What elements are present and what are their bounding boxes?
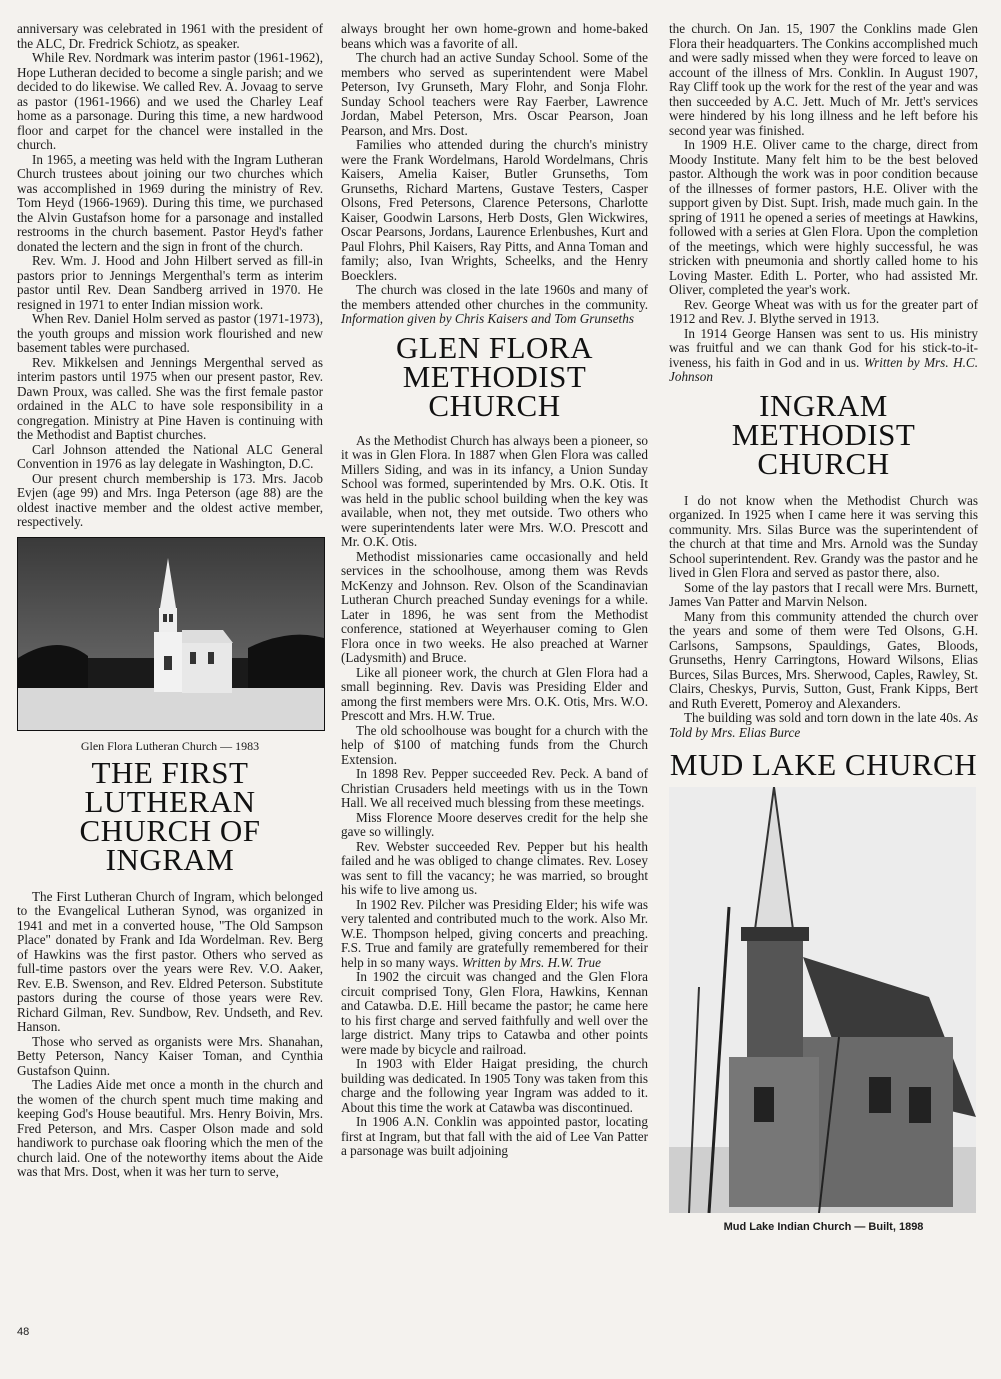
- mud-lake-church-photo: [669, 787, 976, 1213]
- column-3-text: [669, 22, 978, 327]
- column-1: [17, 22, 323, 1180]
- paragraph: In 1965, a meeting was held with the Ingram Lutheran Church trustees about joining our two churches which was accomplished in 1969 during the ministry of Rev. Tom Heyd (1966-1969). During this time, we purchased the Alvin Gustafson home for a parsonage and installed restrooms in the church basement. Pastor Heyd's father donated the lectern and the sign in front of the church.: [17, 151, 323, 254]
- paragraph: Miss Florence Moore deserves credit for the help she gave so willingly.: [341, 809, 648, 839]
- heading-first-lutheran: THE FIRST LUTHERAN CHURCH OF INGRAM: [79, 754, 261, 877]
- ingram-methodist-text: [669, 494, 978, 712]
- paragraph: In 1898 Rev. Pepper succeeded Rev. Peck. A band of Christian Crusaders held meetings with us in the Town Hall. We all received much blessing from these meetings.: [341, 766, 648, 810]
- burce-text: The building was sold and torn down in the late 40s.: [684, 710, 962, 725]
- pilcher-credit: Written by Mrs. H.W. True: [461, 954, 601, 970]
- paragraph: While Rev. Nordmark was interim pastor (1961-1962), Hope Lutheran decided to become a single parish; and we decided to do likewise. We called Rev. A. Jovaag to serve as pastor (1961-1966) and we used the Charley Leaf home as a parsonage. During this time, a new hardwood floor and carpet for the chancel were installed in the church.: [17, 50, 323, 152]
- pilcher-paragraph: [341, 898, 648, 971]
- heading-ingram-methodist: INGRAM METHODIST CHURCH: [731, 387, 916, 481]
- paragraph: Rev. Webster succeeded Rev. Pepper but his health failed and he was obliged to change climates. Rev. Losey was sent to fill the vacancy; he was married, so brought his wife to live among us.: [341, 838, 648, 897]
- paragraph: always brought her own home-grown and home-baked beans which was a favorite of all.: [341, 21, 648, 51]
- paragraph: In 1906 A.N. Conklin was appointed pastor, locating first at Ingram, but that fall with the aid of Lee Van Patter a parsonage was built adjoining: [341, 1114, 648, 1158]
- hansen-paragraph: [669, 327, 978, 385]
- paragraph: As the Methodist Church has always been a pioneer, so it was in Glen Flora. In 1887 when Glen Flora was called Millers Siding, and was in its infancy, a Union Sunday School was formed, superintended by Mrs. O.K. Otis. It was held in the public school building when the key was available, when not, they met outside. Two others who were superintendents later were Mrs. W.O. Prescott and Mr. O.K. Otis.: [341, 432, 648, 549]
- column-1-text: [17, 22, 323, 530]
- hansen-credit: Written by Mrs. H.C. Johnson: [669, 354, 979, 384]
- column-2: [341, 22, 648, 1159]
- heading-mud-lake: MUD LAKE CHURCH: [669, 747, 978, 782]
- paragraph: Rev. Wm. J. Hood and John Hilbert served as fill-in pastors prior to Jennings Mergenthal's term as interim pastor until Rev. Dean Sandberg arrived in 1970. He resigned in 1971 to enter Indian mission work.: [17, 253, 323, 312]
- glen-flora-methodist-text: [341, 434, 648, 898]
- glen-flora-lutheran-photo: [17, 537, 325, 731]
- paragraph: The Ladies Aide met once a month in the church and the women of the church spent much time making and keeping God's House beautiful. Mrs. Henry Boivin, Mrs. Fred Peterson, and Mrs. Casper Olson made and sold handiwork to purchase oak flooring which the men of the church laid. One of the noteworthy items about the Aide was that Mrs. Dost, when it was her turn to serve,: [17, 1077, 323, 1179]
- church-photo-illustration: [18, 538, 324, 730]
- closing-paragraph: [341, 283, 648, 327]
- paragraph: Many from this community attended the church over the years and some of them were Ted Olsons, G.H. Carlsons, Sampsons, Spauldings, Gates, Bloods, Grunseths, Henry Carringtons, Howard Wilsons, Elias Burces, Silas Burces, Mrs. Sherwood, Caples, Rawley, St. Clairs, Cheskys, Purvis, Sutton, Gust, Frank Kipps, Bert and Ruth Everett, Pomeroy and Alexanders.: [669, 608, 978, 711]
- paragraph: anniversary was celebrated in 1961 with the president of the ALC, Dr. Fredrick Schiotz, as speaker.: [17, 21, 323, 51]
- paragraph: Some of the lay pastors that I recall were Mrs. Burnett, James Van Patter and Marvin Nelson.: [669, 579, 978, 609]
- mud-lake-caption: Mud Lake Indian Church — Built, 1898: [723, 1221, 924, 1233]
- paragraph: Rev. Mikkelsen and Jennings Mergenthal served as interim pastors until 1975 when our present pastor, Rev. Dawn Proux, was called. She was the first female pastor ordained in the ALC to have sole responsibility in a congregation. Ministry at Pine Haven is continuing with the Methodist and Baptist churches.: [17, 354, 323, 442]
- hansen-text: In 1914 George Hansen was sent to us. His ministry was fruitful and we can thank God for his stick-to-it-iveness, his faith in God and in us.: [669, 325, 978, 370]
- paragraph: Methodist missionaries came occasionally and held services in the schoolhouse, among them was Revds McKenzy and Johnson. Rev. Olson of the Scandinavian Lutheran Church preached Sunday evenings for a while. Later in 1896, he was sent from the Methodist conference, stationed at Weyerhauser coming to Glen Flora once in two weeks. He also preached at Warner (Ladysmith) and Bruce.: [341, 548, 648, 665]
- glen-flora-methodist-text-continued: [341, 970, 648, 1159]
- paragraph: Those who served as organists were Mrs. Shanahan, Betty Peterson, Nancy Kaiser Toman, and Cynthia Gustafson Quinn.: [17, 1033, 323, 1078]
- column-3: [669, 22, 978, 1234]
- first-lutheran-text: [17, 890, 323, 1180]
- paragraph: Our present church membership is 173. Mrs. Jacob Evjen (age 99) and Mrs. Inga Peterson (age 88) are the oldest inactive member and the oldest active member, respectively.: [17, 470, 323, 529]
- page-number: 48: [17, 1326, 30, 1338]
- paragraph: Families who attended during the church's ministry were the Frank Wordelmans, Harold Wordelmans, Chris Kaisers, Amelia Kaiser, Butler Grunseths, Tom Grunseths, Richard Martens, Gustave Testers, Casper Olsons, Fred Petersons, Clarence Petersons, Charlotte Kaiser, Goodwin Larsons, Herb Dosts, Glen Wickwires, Oscar Pearsons, Jordans, Laurence Erlenbushes, Kurt and Paul Flohrs, Phil Kaisers, Ray Pitts, and Anna Toman and family; also, Ivan Wrights, Scheelks, and the Henry Boecklers.: [341, 137, 648, 283]
- burce-credit: As Told by Mrs. Elias Burce: [669, 710, 978, 740]
- paragraph: In 1902 the circuit was changed and the Glen Flora circuit comprised Tony, Glen Flora, Hawkins, Kennan and Catawba. D.E. Hill became the pastor; he came here to his first charge and served faithfully and well over the large district. Many trips to Catawba and other points were made by bicycle and railroad.: [341, 969, 648, 1057]
- closing-text: The church was closed in the late 1960s and many of the members attended other churches in the community.: [341, 282, 648, 312]
- paragraph: The First Lutheran Church of Ingram, which belonged to the Evangelical Lutheran Synod, was organized in 1941 and met in a converted house, "The Old Sampson Place" donated by Frank and Ida Wordelman. Rev. Berg of Hawkins was the first pastor. Others who served as full-time pastors over the years were Rev. V.O. Aaker, Rev. E.B. Swenson, and Rev. Eldred Peterson. Substitute pastors during the course of those years were Rev. Richard Gilman, Rev. Sundbow, Rev. Undseth, and Rev. Hanson.: [17, 888, 323, 1034]
- paragraph: The church had an active Sunday School. Some of the members who served as superintendent were Mabel Peterson, Ivy Grunseth, Mary Flohr, and Sonja Flohr. Sunday School teachers were Ray Faerber, Lawrence Jordan, Mabel Peterson, Mrs. Oscar Pearson, Joan Pearson, and Mrs. Dost.: [341, 50, 648, 138]
- paragraph: Rev. George Wheat was with us for the greater part of 1912 and Rev. J. Blythe served in 1913.: [669, 296, 978, 326]
- paragraph: Like all pioneer work, the church at Glen Flora had a small beginning. Rev. Davis was Presiding Elder and among the first members were Mrs. O.K. Otis, Mrs. W.O. Prescott and Mrs. H.W. True.: [341, 664, 648, 723]
- burce-paragraph: [669, 711, 978, 740]
- heading-glen-flora-methodist: GLEN FLORA METHODIST CHURCH: [395, 329, 594, 423]
- column-2-text: [341, 22, 648, 283]
- closing-credit: Information given by Chris Kaisers and Tom Grunseths: [341, 311, 634, 326]
- paragraph: The old schoolhouse was bought for a church with the help of $100 of matching funds from the Church Extension.: [341, 722, 648, 767]
- pilcher-text: In 1902 Rev. Pilcher was Presiding Elder; his wife was very talented and contributed much to the work. Also Mr. W.E. Thompson helped, giving concerts and preaching. F.S. True and family are gratefully remembered for their help in so many ways.: [341, 896, 648, 970]
- photo-caption: Glen Flora Lutheran Church — 1983: [80, 738, 260, 753]
- paragraph: In 1903 with Elder Haigat presiding, the church building was dedicated. In 1905 Tony was taken from this charge and the following year Ingram was added to it. About this time the work at Catawba was discontinued.: [341, 1056, 648, 1115]
- paragraph: Carl Johnson attended the National ALC General Convention in 1976 as lay delegate in Washington, D.C.: [17, 441, 323, 471]
- paragraph: I do not know when the Methodist Church was organized. In 1925 when I came here it was serving this community. Mrs. Silas Burce was the superintendent of the church at that time and Mrs. Arnold was the Sunday School superintendent. Rev. Grandy was the pastor and he lived in Glen Flora and served as pastor there, also.: [669, 492, 978, 580]
- mud-lake-photo-illustration: [669, 787, 976, 1213]
- paragraph: the church. On Jan. 15, 1907 the Conklins made Glen Flora their headquarters. The Conkins accomplished much and were sadly missed when they were forced to leave on account of the illness of Mrs. Conklin. In August 1907, Ray Cliff took up the work for the rest of the year and was then succeeded by A.C. Jett. Much of Mr. Jett's services were hindered by his long illness and he left before his second year was finished.: [669, 21, 978, 138]
- paragraph: In 1909 H.E. Oliver came to the charge, direct from Moody Institute. Many felt him to be the best beloved pastor. Although the work was in poor condition because of the illnesses of former pastors, H.E. Oliver with the support given by Dist. Supt. Irish, made much gain. In the spring of 1911 he opened a series of meetings at Hawkins, followed with a series at Glen Flora. Upon the completion of the meetings, which were highly successful, he was stricken with pneumonia and shortly called home to his Loving Master. Edith L. Porter, who had assisted Mr. Oliver, completed the year's work.: [669, 137, 978, 297]
- paragraph: When Rev. Daniel Holm served as pastor (1971-1973), the youth groups and mission work flourished and new basement tables were purchased.: [17, 311, 323, 355]
